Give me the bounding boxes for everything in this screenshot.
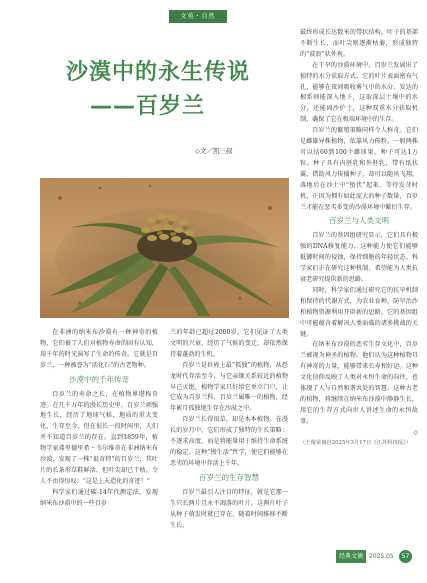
body-paragraph: 兰的年龄已超过2000岁。它们见证了人类文明的兴衰，经历了气候的变迁，却依然保持着蓬勃的生机。 <box>170 329 288 358</box>
section-heading-survival-wisdom: 百岁兰的生存智慧 <box>199 472 259 482</box>
article-title-line2: ——百岁兰 <box>90 94 206 119</box>
page-footer <box>336 550 414 564</box>
middle-column <box>170 328 288 548</box>
section-badge: 文苑・自然 <box>169 10 227 23</box>
body-paragraph: 百岁兰是世界上最“孤独”的植物，从恐龙时代存活至今，与它亲缘关系较近的植物早已灭绝，植物学家只好给它单立门户，让它成为百岁兰科、百岁兰属唯一的植物，经年累月孤独地生存在沙漠之中。 <box>170 361 288 413</box>
magazine-name: 经典文摘 <box>336 550 366 563</box>
body-paragraph: 在纳米布沙漠的恶劣生存文化中，百岁兰被视为神圣的植物。他们认为这种植物具有神奇的力量，能够带来长寿和好运。这种文化信仰反映了人类对永恒生命的向往，也体现了人与自然和谐共处的智慧。这种古老的植物，将继续在纳米布沙漠中静静生长，用它的生存方式向世人讲述生命的永恒故事。 <box>300 341 418 425</box>
issue-date: 2025.05 <box>369 553 394 560</box>
body-paragraph: 在干旱的沙漠环境中，百岁兰发展出了独特的水分获取方式。它的叶片表面密布气孔，能够在夜间吸收雾气中的水分。发达的根系则能深入地下，这取深层土壤中的水分，还能固沙护土，这种双重水分获取机制，确保了它在极端环境中的生存。 <box>300 61 418 124</box>
right-column <box>300 28 418 548</box>
body-paragraph: 在非洲的纳米布沙漠有一种神奇的植物，它们被了人们对植物寿命的固有认知，用千年的时光演写了生命的传奇。它就是百岁兰，一种被誉为“活化石”的古老物种。 <box>40 329 158 369</box>
welwitschia-photo <box>40 178 289 318</box>
body-paragraph: 百岁兰的寿命之长，在植物界堪称奇迹。在几千万年的漫长历史里，百岁兰顽强地生长，经历了地球气候、地质的重大变化，生存至今。但在很长一段时间里，人们并不知道百岁兰的存在。直到1859年，植物学家弗里德里希・韦尔维奇在非洲纳米布沙漠，发现了一株“很奇特”的百岁兰，其叶片的长条形草鞋鲜活，但叶尖却已干枯，令人不由得惊叹：“这是上天造化的奇迹！” <box>40 390 158 485</box>
body-paragraph: 科学家们通过碳-14年代测定法，发现纳米布沙漠中的一些百岁 <box>40 488 158 507</box>
end-mark: ◇ <box>413 428 418 436</box>
body-paragraph: 最终形成长达数米的带状结构。叶子的基部不断生长，而叶尖则逐渐枯萎，形成独特的“波浪”状外观。 <box>300 29 418 58</box>
body-paragraph: 百岁兰最引人注目的特征，就是它那一生只长两片且永不凋落的叶片。这两片叶子从种子萌发时就已存在，随着时间推移不断生长， <box>170 488 288 529</box>
left-column <box>40 328 158 548</box>
article-title-line1: 沙漠中的永生传说 <box>66 60 251 85</box>
source-credit: （王俊荣摘自2025年3月17日《江苏科技报》） <box>300 439 411 446</box>
body-paragraph: 同时，科学家们通过研究它的抗旱机制和保持的代谢方式，为农业育种、防旱治沙和植物资源利用开辟新的思路。它的基因组中可能蕴含着解决人类面临的诸多挑战的关键。 <box>300 286 418 338</box>
body-paragraph: 百岁兰的基因组研究显示，它们具有极强的DNA修复能力，这种能力使它们能够抵御时间的侵蚀，保持细胞的年轻状态。科学家们正在研究这种机制，希望能为人类抗衰老研究提供新的思路。 <box>300 232 418 284</box>
section-heading-millennium-legend: 沙漠中的千年传奇 <box>69 374 129 384</box>
body-paragraph: 百岁兰的繁殖策略同样令人称奇。它们是雌雄异株植物，依靠风力传粉。一般两株可以结60到100个雌球果，种子可达1万粒。种子具有内胚乳和外胚乳，带有纸状翼，借助风力传播种子，却可以随风飞翔，落地后在沙土中“蛰伏”起来，等待发芽时机，正因为拥有如此庞大的种子数量，百岁兰才能在恶劣多变的沙漠环境中繁衍生存。 <box>300 127 418 211</box>
body-paragraph: 百岁兰长得很草，却是木本植物。在漫长的岁月中，它们形成了独特的生长策略：不逐求高度，而是将能量用于维持生命系统的稳定。这种“慢生活”哲学，使它们能够在恶劣的环境中存活上千年。 <box>170 416 288 467</box>
article-author: ◇文／凯三叔 <box>195 147 233 155</box>
welwitschia-plant-image <box>40 178 289 318</box>
section-heading-human-civilization: 百岁兰与人类文明 <box>329 216 389 226</box>
page-number: 57 <box>399 550 412 563</box>
